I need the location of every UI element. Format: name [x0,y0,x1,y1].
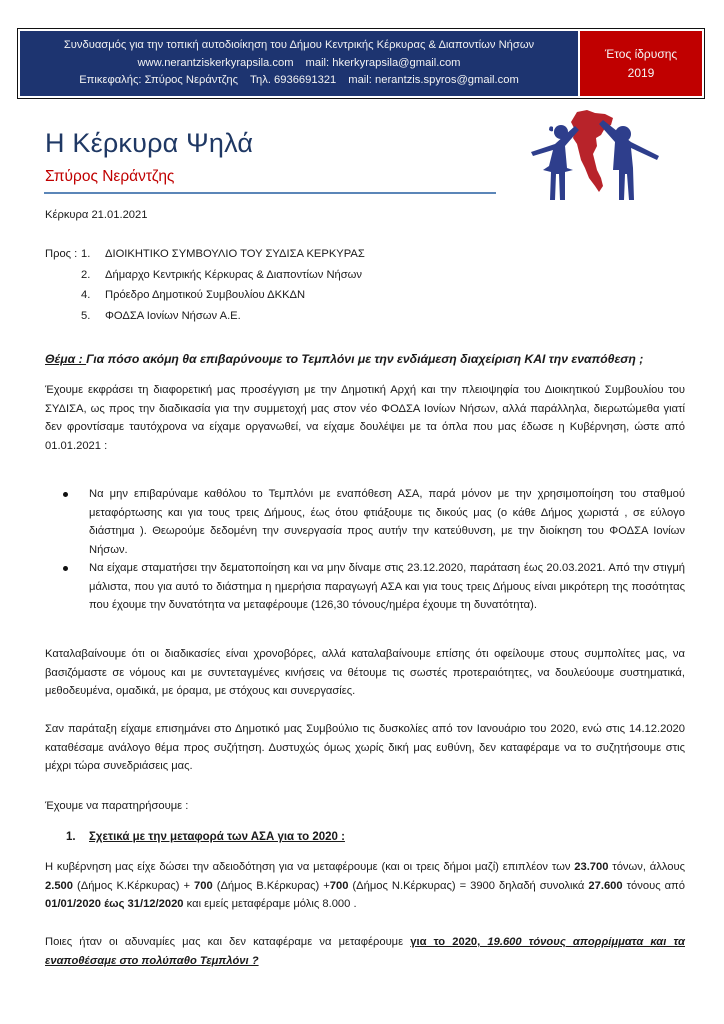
recipient-item [45,244,365,265]
bullet-item [60,559,685,615]
corfu-map-shape [571,110,613,192]
recipients-prefix: Προς : [45,248,78,260]
subject-text: Για πόσο ακόμη θα επιβαρύνουμε το Τεμπλόνι με την ενδιάμεση διαχείριση ΚΑΙ την εναπόθεση ; [86,352,644,366]
girl-figure-icon [531,125,579,200]
title-divider [44,192,496,194]
paragraph-observations: Έχουμε να παρατηρήσουμε : [45,800,189,812]
text-run: τόνους από [622,879,685,892]
figure-700-n: 700 [329,879,349,892]
recipient-item [45,306,365,327]
banner-line-1: Συνδυασμός για την τοπική αυτοδιοίκηση του Δήμου Κεντρικής Κέρκυρας & Διαποντίων Νήσων [63,39,535,52]
logo-children-map-icon [525,108,665,204]
recipient-text: ΔΙΟΙΚΗΤΙΚΟ ΣΥΜΒΟΥΛΙΟ ΤΟΥ ΣΥΔΙΣΑ ΚΕΡΚΥΡΑΣ [105,248,365,260]
document-date: Κέρκυρα 21.01.2021 [45,209,148,221]
text-run: Η κυβέρνηση μας είχε δώσει την αδειοδότηση για να μεταφέρουμε (και οι τρεις δήμοι μαζί) επιπλέον των [45,861,575,873]
header-banner [17,28,705,99]
date-range: 01/01/2020 έως 31/12/2020 [45,898,184,910]
banner-contact-block [20,31,578,96]
recipient-number: 2. [81,268,91,281]
figure-2500: 2.500 [45,879,73,892]
paragraph-transport-figures [45,858,685,914]
recipient-number: 1. [81,248,91,260]
document-subtitle: Σπύρος Νεράντζης [45,168,175,185]
recipient-text: Δήμαρχο Κεντρικής Κέρκυρας & Διαποντίων Νήσων [105,268,362,281]
recipient-item [45,265,365,286]
paragraph-faction: Σαν παράταξη είχαμε επισημάνει στο Δημοτικό μας Συμβούλιο τις δυσκολίες από τον Ιανουάριο του 2020, ενώ στις 14.12.2020 καταθέσαμε ανάλογο θέμα προς συζήτηση. Δυστυχώς όμως χωρίς δική μας ευθύνη, δεν καταφέραμε να το συζητήσουμε στις μέχρι τώρα συνεδριάσεις μας. [45,723,685,772]
founded-year: 2019 [627,65,655,80]
bullet-icon [63,492,68,497]
figure-700-b: 700 [194,879,213,892]
text-run: Ποιες ήταν οι αδυναμίες μας και δεν καταφέραμε να μεταφέρουμε [45,936,411,948]
recipient-item [45,285,365,306]
leader-email-link[interactable]: mail: nerantzis.spyros@gmail.com [348,74,519,87]
recipient-text: ΦΟΔΣΑ Ιονίων Νήσων Α.Ε. [105,309,241,322]
emphasis-tonnage: 19.600 τόνους απορρίμματα και τα εναποθέσαμε στο πολύπαθο Τεμπλόνι ? [45,936,685,967]
paragraph-question [45,933,685,970]
subject-label: Θέμα : [45,352,87,366]
recipients-list [45,244,365,326]
founded-label: Έτος ίδρυσης [604,46,678,61]
phone-number: Τηλ. 6936691321 [250,74,337,87]
section-heading-1 [66,831,345,843]
section-number: 1. [66,831,76,843]
website-link[interactable]: www.nerantziskerkyrapsila.com [137,56,294,69]
banner-line-2 [137,55,460,73]
email-link[interactable]: mail: hkerkyrapsila@gmail.com [305,56,461,69]
text-run: (Δήμος Κ.Κέρκυρας) + [73,879,195,892]
bullet-icon [63,566,68,571]
bullet-text: Να είχαμε σταματήσει την δεματοποίηση και να μην δίναμε στις 23.12.2020, παράταση έως 20.03.2021. Από την στιγμή μάλιστα, που για αυτό το διάστημα η ημερήσια παραγωγή ΑΣΑ και για τους τρεις Δήμους είναι μικρότερη της ποσότητας που έχουμε την δυνατότητα να μεταφέρουμε (126,30 τόνους/ημέρα έχουμε τη δυνατότητα). [89,562,685,611]
text-run: τόνων, άλλους [608,861,685,873]
paragraph-intro: Έχουμε εκφράσει τη διαφορετική μας προσέγγιση με την Δημοτική Αρχή και την πλειοψηφία του Διοικητικού Συμβουλίου του ΣΥΔΙΣΑ, ως προς την διαδικασία για την συμμετοχή μας στον νέο ΦΟΔΣΑ Ιονίων Νήσων, αλλά παράλληλα, διερωτώμεθα γιατί δεν φροντίσαμε ταυτόχρονα να είχαμε οργανωθεί, να είχαμε δουλέψει με τα όπλα που μας έδωσε η Κυβέρνηση, ώστε από 01.01.2021 : [45,384,685,452]
boy-figure-icon [599,120,659,200]
recipient-number: 5. [81,309,91,322]
recipient-number: 4. [81,289,91,301]
figure-23700: 23.700 [574,861,609,873]
bullet-list [60,485,685,615]
recipient-text: Πρόεδρο Δημοτικού Συμβουλίου ΔΚΚΔΝ [105,289,306,301]
text-run: (Δήμος Β.Κέρκυρας) + [212,879,330,892]
figure-27600: 27.600 [588,879,623,892]
text-run: (Δήμος Ν.Κέρκυρας) = 3900 δηλαδή συνολικά [348,879,589,892]
bullet-item [60,485,685,559]
leader-name: Επικεφαλής: Σπύρος Νεράντζης [79,74,238,87]
founded-block [580,31,702,96]
bullet-text: Να μην επιβαρύναμε καθόλου το Τεμπλόνι με εναπόθεση ΑΣΑ, παρά μόνον με την χρησιμοποίηση του σταθμού μεταφόρτωσης και για τους τρεις Δήμους, έως ότου φτιάξουμε τις δικούς μας (ο κάθε Δήμος χωριστά , σε εύλογο διάστημα ). Θεωρούμε δεδομένη την συνεργασία προς αυτήν την κατεύθυνση, με την διοίκηση του ΦΟΔΣΑ Ιονίων Νήσων. [89,488,685,556]
subject-line [45,349,685,369]
banner-line-3 [79,72,519,90]
emphasis-year: για το 2020, [410,936,488,948]
document-title: Η Κέρκυρα Ψηλά [45,128,254,158]
paragraph-understanding: Καταλαβαίνουμε ότι οι διαδικασίες είναι χρονοβόρες, αλλά καταλαβαίνουμε επίσης ότι οφείλουμε στους συμπολίτες μας, να βασιζόμαστε σε νόμους και με συντεταγμένες κινήσεις να θέτουμε τις σωστές προτεραιότητες, να δουλεύουμε συστηματικά, μεθοδευμένα, ομαδικά, με όραμα, με στόχους και συνεργασίες. [45,648,685,697]
text-run: και εμείς μεταφέραμε μόλις 8.000 . [183,898,357,910]
section-title: Σχετικά με την μεταφορά των ΑΣΑ για το 2020 : [89,831,345,843]
